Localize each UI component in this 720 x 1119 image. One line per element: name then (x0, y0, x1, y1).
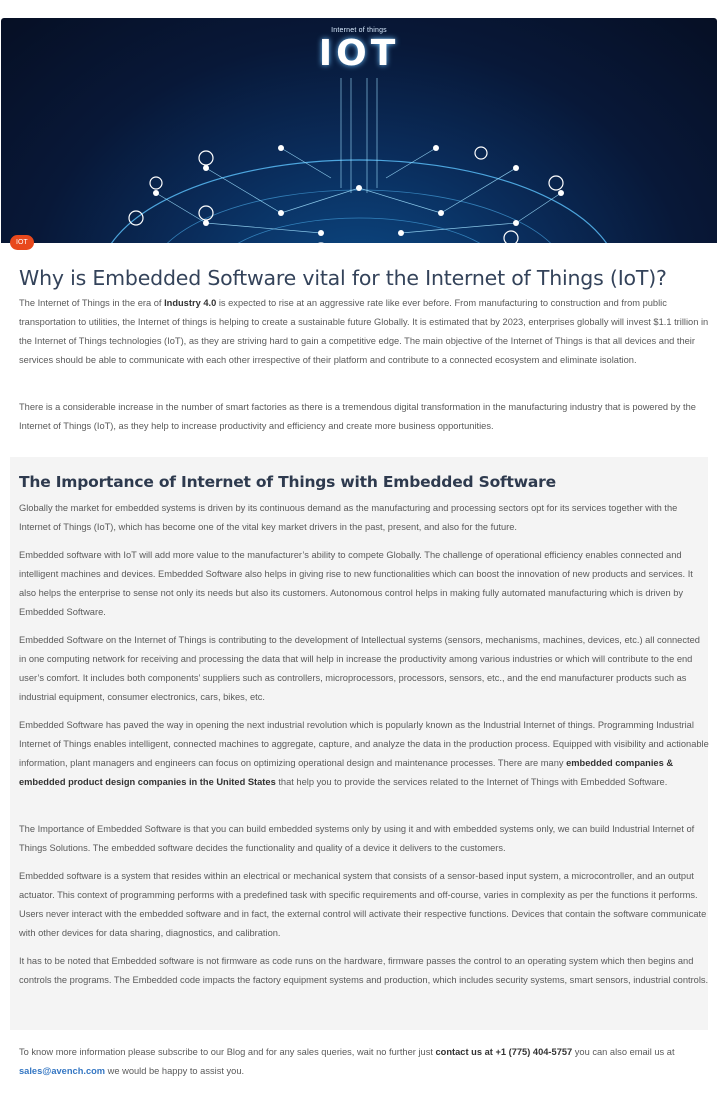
intro-paragraph-2: There is a considerable increase in the number of smart factories as there is a tremendous digital transformation in the manufacturing industry that is powered by the Internet of Things (IoT), as they help to increase productivity and efficiency and create more business opportunities. (19, 402, 696, 431)
page-title: Why is Embedded Software vital for the Internet of Things (IoT)? (19, 266, 667, 290)
hero-iot-logo-text: IOT (318, 33, 400, 74)
section-paragraph-4: Embedded Software has paved the way in opening the next industrial revolution which is popularly known as the Industrial Internet of things. Programming Industrial Internet of Things enables intelligent, connected machines to aggregate, capture, and analyze the data in the production process. Equipped with visibility and actionable information, plant managers and engineers can focus on optimizing operational design and maintenance processes. There are many embedded companies & embedded product design companies in the United States that help you to provide the services related to the Internet of Things with Embedded Software. (19, 720, 709, 787)
category-badge[interactable]: IOT (10, 235, 34, 250)
intro-paragraph-1: The Internet of Things in the era of Industry 4.0 is expected to rise at an aggressive rate like ever before. From manufacturing to construction and from public transportation to utilities, the Internet of things is helping to create a sustainable future Globally. It is estimated that by 2023, enterprises globally will invest $1.1 trillion in the Internet of Things technologies (IoT), as they are striving hard to gain a competitive edge. The main objective of the Internet of Things is that all devices and their services should be able to communicate with each other irrespective of their platform and contribute to a connected ecosystem and eliminate isolation. (19, 298, 709, 365)
hero-image (1, 18, 717, 243)
section-paragraph-3: Embedded Software on the Internet of Things is contributing to the development of Intellectual systems (sensors, mechanisms, machines, devices, etc.) all connected in one computing network for receiving and processing the data that will help in increase the productivity among various industries or which will contribute to the end user’s comfort. It includes both components’ suppliers such as controllers, microprocessors, processors, sensors, etc., and the end manufacturer products such as industrial equipment, consumer electronics, cars, bikes, etc. (19, 635, 700, 702)
section-paragraph-6: Embedded software is a system that resides within an electrical or mechanical system that consists of a sensor-based input system, a microcontroller, and an output actuator. This context of programming performs with a predefined task with specific requirements and off-course, varies in complexity as per the functions it performs. Users never interact with the embedded software and in fact, the external control will activate their respective functions. Devices that contain the software communicate with other devices for data sharing, diagnostics, and calibration. (19, 871, 707, 938)
section-title: The Importance of Internet of Things with Embedded Software (19, 473, 556, 491)
section-paragraph-7: It has to be noted that Embedded software is not firmware as code runs on the hardware, firmware passes the control to an operating system which then begins and controls the programs. The Embedded code impacts the factory equipment systems and production, which includes security systems, smart sensors, industrial controls. (19, 956, 709, 985)
section-paragraph-5: The Importance of Embedded Software is that you can build embedded systems only by using it and with embedded systems only, we can build Industrial Internet of Things Solutions. The embedded software decides the functionality and quality of a device it delivers to the customers. (19, 824, 695, 853)
contact-phone[interactable]: contact us at +1 (775) 404-5757 (435, 1047, 573, 1057)
email-link[interactable]: sales@avench.com (19, 1066, 106, 1076)
contact-paragraph: To know more information please subscribe to our Blog and for any sales queries, wait no further just contact us at +1 (775) 404-5757 you can also email us at sales@avench.com we would be happy to assist you. (19, 1047, 675, 1076)
embedded-companies-link[interactable]: embedded companies & embedded product design companies in the United States (19, 758, 674, 787)
section-paragraph-2: Embedded software with IoT will add more value to the manufacturer’s ability to compete Globally. The challenge of operational efficiency enables connected and intelligent machines and devices. Embedded Software also helps in giving rise to new functionalities which can boost the innovation of new products and services. It also helps the enterprise to sense not only its needs but also its customers. Autonomous control helps in making fully automated manufacturing which is driven by Embedded Software. (19, 550, 693, 617)
section-paragraph-1: Globally the market for embedded systems is driven by its continuous demand as the manufacturing and processing sectors opt for its services together with the Internet of Things (IoT), which has become one of the vital key market drivers in the past, present, and also for the future. (19, 503, 678, 532)
hero-caption: Internet of things (331, 27, 387, 34)
